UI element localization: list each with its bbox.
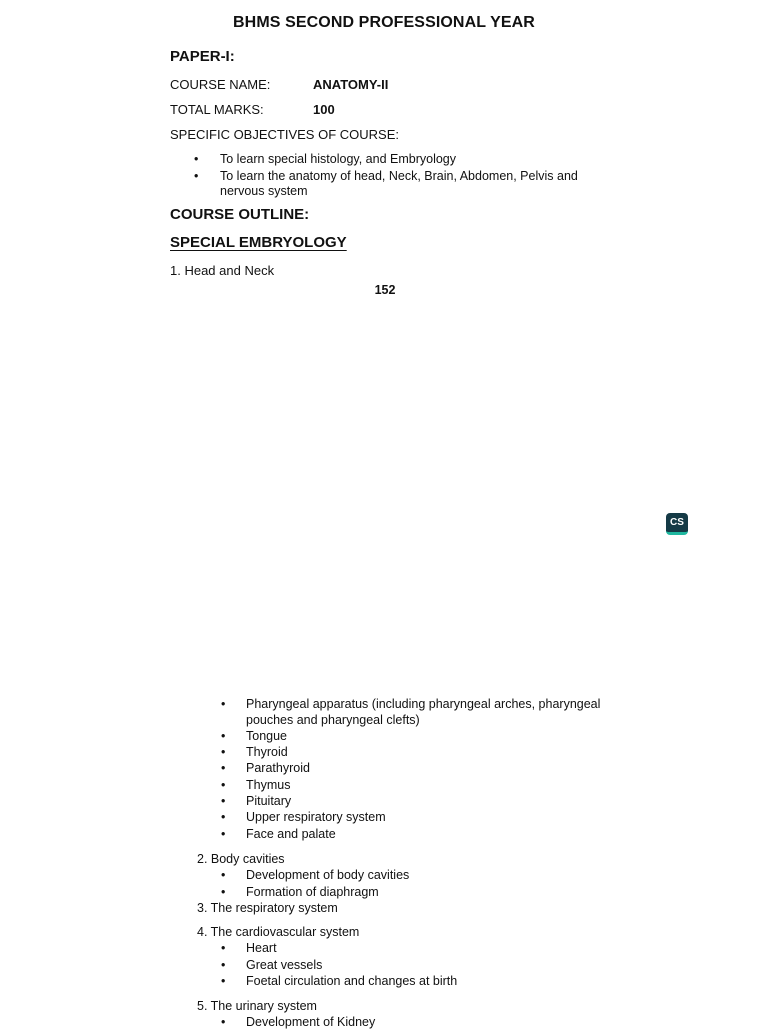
page-number: 152: [374, 283, 396, 297]
outline-item-3: 3. The respiratory system: [197, 901, 338, 915]
total-marks-label: TOTAL MARKS:: [170, 102, 264, 117]
bullet-icon: •: [221, 794, 226, 808]
outline-item-2: 2. Body cavities: [197, 852, 285, 866]
outline-item-5: 5. The urinary system: [197, 999, 317, 1013]
bullet-icon: •: [221, 941, 226, 955]
bullet-icon: •: [221, 729, 226, 743]
bullet-icon: •: [194, 169, 199, 183]
outline-item-4: 4. The cardiovascular system: [197, 925, 360, 939]
page-title: BHMS SECOND PROFESSIONAL YEAR: [233, 14, 535, 31]
bullet-icon: •: [221, 745, 226, 759]
bullet-icon: •: [221, 761, 226, 775]
course-name-value: ANATOMY-II: [313, 77, 389, 92]
bullet-icon: •: [221, 778, 226, 792]
bullet-icon: •: [221, 810, 226, 824]
total-marks-value: 100: [313, 102, 335, 117]
paper-heading: PAPER-I:: [170, 48, 235, 65]
bullet-icon: •: [221, 697, 226, 711]
course-outline-heading: COURSE OUTLINE:: [170, 206, 310, 223]
course-name-label: COURSE NAME:: [170, 77, 271, 92]
bullet-icon: •: [221, 974, 226, 988]
camscanner-logo-icon: CS: [666, 513, 688, 535]
objectives-heading: SPECIFIC OBJECTIVES OF COURSE:: [170, 127, 399, 142]
bullet-icon: •: [221, 868, 226, 882]
outline-item-1: 1. Head and Neck: [170, 263, 275, 278]
bullet-icon: •: [221, 885, 226, 899]
bullet-icon: •: [221, 958, 226, 972]
special-embryology-heading: SPECIAL EMBRYOLOGY: [170, 234, 347, 251]
bullet-icon: •: [221, 827, 226, 841]
bullet-icon: •: [221, 1015, 226, 1029]
bullet-icon: •: [194, 152, 199, 166]
